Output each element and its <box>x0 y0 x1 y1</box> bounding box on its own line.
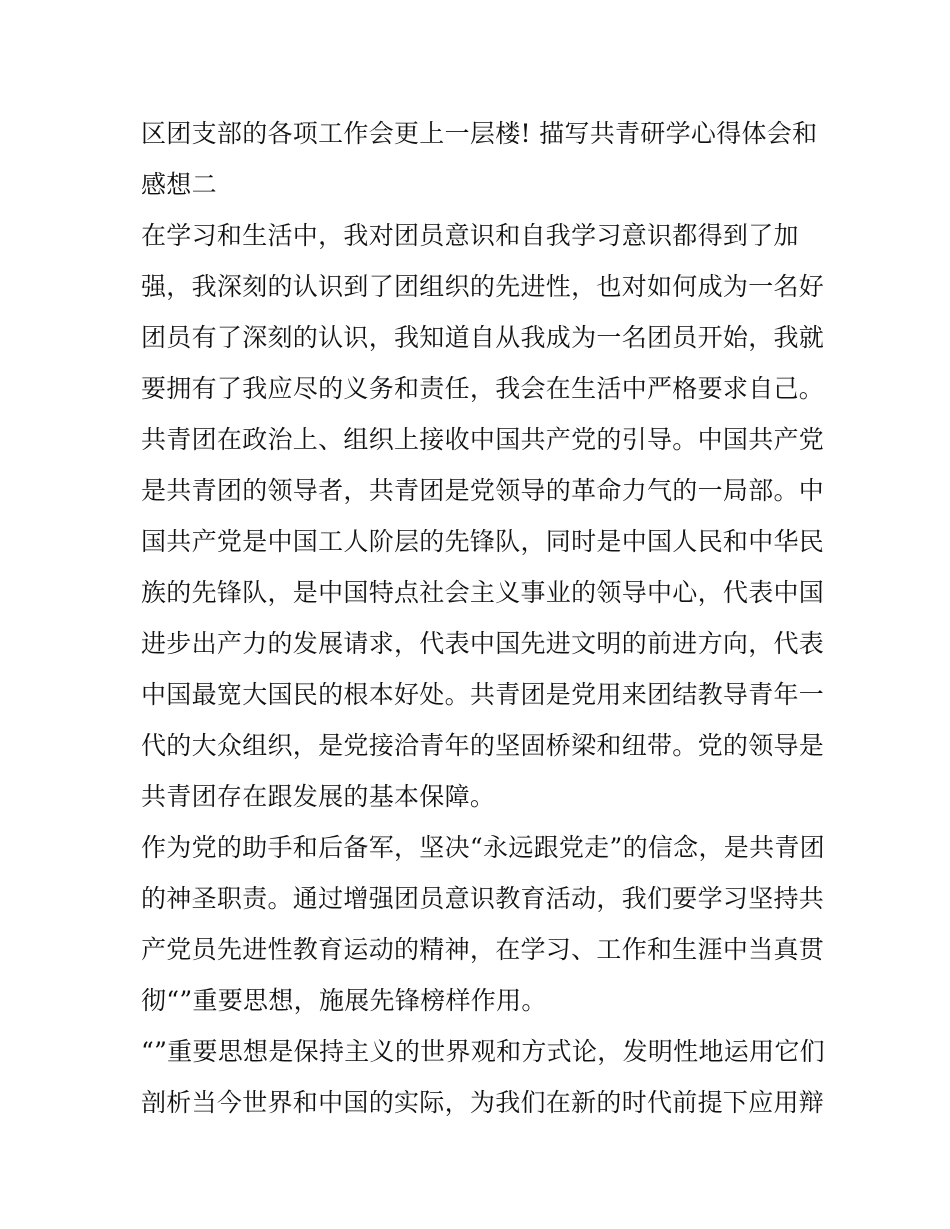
text-line: 强，我深刻的认识到了团组织的先进性，也对如何成为一名好 <box>141 272 825 301</box>
text-line: 共青团存在跟发展的基本保障。 <box>141 782 496 811</box>
text-line: 是共青团的领导者，共青团是党领导的革命力气的一局部。中 <box>141 476 825 505</box>
text-line: “”重要思想是保持主义的世界观和方式论，发明性地运用它们 <box>141 1037 825 1066</box>
text-line: 国共产党是中国工人阶层的先锋队，同时是中国人民和中华民 <box>141 527 825 556</box>
text-line: 在学习和生活中，我对团员意识和自我学习意识都得到了加 <box>141 221 799 250</box>
text-line: 族的先锋队，是中国特点社会主义事业的领导中心，代表中国 <box>141 578 825 607</box>
text-line: 的神圣职责。通过增强团员意识教育活动，我们要学习坚持共 <box>141 884 825 913</box>
document-body <box>141 108 825 1128</box>
text-line: 要拥有了我应尽的义务和责任，我会在生活中严格要求自己。 <box>141 374 825 403</box>
text-line: 团员有了深刻的认识，我知道自从我成为一名团员开始，我就 <box>141 323 825 352</box>
text-line: 作为党的助手和后备军，坚决“永远跟党走”的信念，是共青团 <box>141 833 825 862</box>
text-line: 感想二 <box>141 170 217 199</box>
text-line: 彻“”重要思想，施展先锋榜样作用。 <box>141 986 547 1015</box>
text-line: 剖析当今世界和中国的实际，为我们在新的时代前提下应用辩 <box>141 1088 825 1117</box>
text-line: 区团支部的各项工作会更上一层楼! 描写共青研学心得体会和 <box>141 119 818 148</box>
text-line: 代的大众组织，是党接洽青年的坚固桥梁和纽带。党的领导是 <box>141 731 825 760</box>
text-line: 产党员先进性教育运动的精神，在学习、工作和生涯中当真贯 <box>141 935 825 964</box>
text-line: 共青团在政治上、组织上接收中国共产党的引导。中国共产党 <box>141 425 825 454</box>
text-line: 进步出产力的发展请求，代表中国先进文明的前进方向，代表 <box>141 629 825 658</box>
text-line: 中国最宽大国民的根本好处。共青团是党用来团结教导青年一 <box>141 680 825 709</box>
